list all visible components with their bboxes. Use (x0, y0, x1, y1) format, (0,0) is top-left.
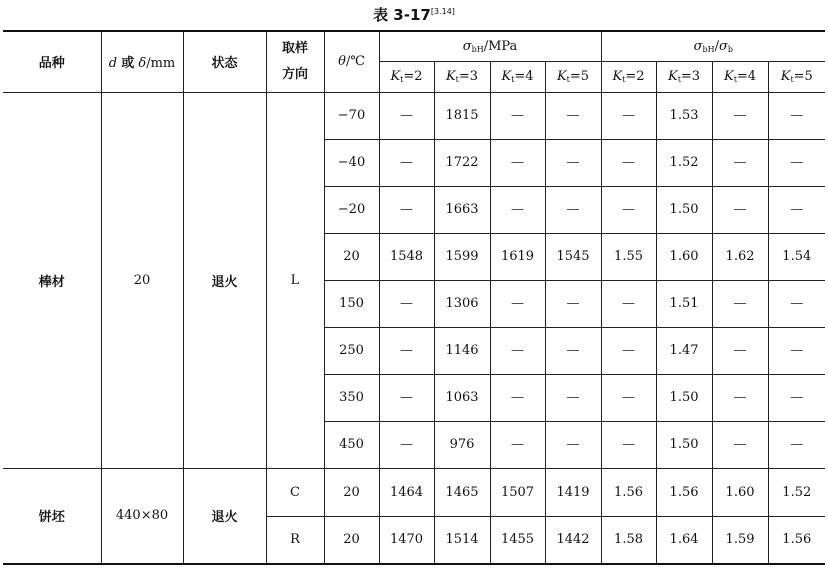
cell-value: — (490, 327, 545, 374)
cell-value: 1470 (379, 516, 434, 564)
cell-value: — (545, 421, 601, 468)
cell-value: — (545, 139, 601, 186)
cell-value: — (490, 92, 545, 139)
cell-value: — (601, 421, 656, 468)
cell-value: 1.50 (656, 421, 712, 468)
cell-value: 1.47 (656, 327, 712, 374)
cell-temperature: 20 (324, 468, 379, 516)
header-variety: 品种 (3, 31, 101, 92)
header-ratio: $\sigma_{bH}/\sigma_b$ (601, 31, 825, 61)
cell-value: — (768, 92, 825, 139)
cell-value: 1.56 (601, 468, 656, 516)
header-orientation (266, 31, 324, 92)
table-body (3, 92, 825, 564)
data-table (3, 30, 825, 565)
cell-value: 1.56 (656, 468, 712, 516)
cell-value: 1063 (434, 374, 490, 421)
cell-value: 1.52 (768, 468, 825, 516)
cell-value: 1.58 (601, 516, 656, 564)
cell-orientation: L (266, 92, 324, 468)
cell-value: — (379, 374, 434, 421)
cell-value: 1815 (434, 92, 490, 139)
cell-variety: 饼坯 (3, 468, 101, 564)
cell-value: 1599 (434, 233, 490, 280)
cell-value: 1465 (434, 468, 490, 516)
cell-temperature: −70 (324, 92, 379, 139)
header-orientation-line1: 取样 (281, 40, 308, 56)
cell-value: 1.62 (712, 233, 768, 280)
cell-variety: 棒材 (3, 92, 101, 468)
header-kt-3: $K_t=3$ (656, 61, 712, 92)
cell-value: 1.60 (712, 468, 768, 516)
cell-value: — (601, 280, 656, 327)
cell-state: 退火 (183, 468, 266, 564)
header-kt-5: $K_t=5$ (545, 61, 601, 92)
cell-value: — (545, 92, 601, 139)
cell-value: 1306 (434, 280, 490, 327)
cell-value: 1514 (434, 516, 490, 564)
header-kt-4: $K_t=4$ (712, 61, 768, 92)
table-row (3, 92, 825, 139)
cell-value: 976 (434, 421, 490, 468)
cell-value: — (712, 374, 768, 421)
header-kt-2: $K_t=2$ (379, 61, 434, 92)
header-orientation-line2: 方向 (281, 66, 308, 82)
caption-reference: [3.14] (430, 7, 455, 16)
cell-value: — (768, 327, 825, 374)
cell-dimension: 440×80 (101, 468, 183, 564)
cell-orientation: R (266, 516, 324, 564)
cell-value: — (712, 421, 768, 468)
cell-value: 1.50 (656, 374, 712, 421)
cell-value: — (712, 280, 768, 327)
cell-value: — (712, 186, 768, 233)
cell-temperature: 450 (324, 421, 379, 468)
cell-value: — (601, 374, 656, 421)
cell-value: — (379, 186, 434, 233)
cell-value: 1507 (490, 468, 545, 516)
cell-value: — (768, 421, 825, 468)
cell-value: 1548 (379, 233, 434, 280)
cell-value: — (768, 139, 825, 186)
cell-value: 1663 (434, 186, 490, 233)
header-kt-4: $K_t=4$ (490, 61, 545, 92)
cell-state: 退火 (183, 92, 266, 468)
cell-value: 1545 (545, 233, 601, 280)
cell-value: — (379, 280, 434, 327)
cell-value: 1.55 (601, 233, 656, 280)
cell-value: — (379, 327, 434, 374)
table-caption (0, 4, 828, 26)
cell-value: — (601, 327, 656, 374)
cell-temperature: 20 (324, 516, 379, 564)
cell-value: 1619 (490, 233, 545, 280)
cell-temperature: −20 (324, 186, 379, 233)
cell-orientation: C (266, 468, 324, 516)
cell-value: 1146 (434, 327, 490, 374)
cell-value: 1.64 (656, 516, 712, 564)
cell-value: — (601, 139, 656, 186)
cell-value: — (601, 186, 656, 233)
header-sigma-bh: $\sigma_{bH}$/MPa (379, 31, 601, 61)
cell-value: 1419 (545, 468, 601, 516)
cell-value: — (712, 327, 768, 374)
cell-value: 1.53 (656, 92, 712, 139)
cell-value: — (712, 92, 768, 139)
header-state: 状态 (183, 31, 266, 92)
cell-value: — (490, 421, 545, 468)
cell-temperature: 20 (324, 233, 379, 280)
cell-value: — (545, 327, 601, 374)
cell-value: 1.51 (656, 280, 712, 327)
cell-value: 1.59 (712, 516, 768, 564)
cell-value: — (490, 139, 545, 186)
cell-temperature: 150 (324, 280, 379, 327)
cell-value: 1.56 (768, 516, 825, 564)
cell-temperature: 250 (324, 327, 379, 374)
header-temperature: θ/℃ (324, 31, 379, 92)
cell-value: — (490, 186, 545, 233)
cell-value: — (712, 139, 768, 186)
cell-temperature: −40 (324, 139, 379, 186)
cell-value: 1455 (490, 516, 545, 564)
cell-value: 1.60 (656, 233, 712, 280)
cell-value: — (545, 186, 601, 233)
cell-dimension: 20 (101, 92, 183, 468)
cell-value: — (768, 186, 825, 233)
cell-value: 1464 (379, 468, 434, 516)
table-row (3, 468, 825, 516)
cell-temperature: 350 (324, 374, 379, 421)
cell-value: — (490, 280, 545, 327)
cell-value: — (545, 374, 601, 421)
header-dimension: d 或 δ/mm (101, 31, 183, 92)
cell-value: — (601, 92, 656, 139)
cell-value: — (379, 421, 434, 468)
cell-value: — (490, 374, 545, 421)
cell-value: 1.50 (656, 186, 712, 233)
caption-title: 表 3-17 (373, 6, 431, 24)
cell-value: 1442 (545, 516, 601, 564)
cell-value: 1722 (434, 139, 490, 186)
cell-value: 1.54 (768, 233, 825, 280)
cell-value: — (768, 280, 825, 327)
header-kt-2: $K_t=2$ (601, 61, 656, 92)
header-row-1 (3, 31, 825, 61)
header-kt-3: $K_t=3$ (434, 61, 490, 92)
cell-value: 1.52 (656, 139, 712, 186)
cell-value: — (545, 280, 601, 327)
cell-value: — (379, 92, 434, 139)
cell-value: — (768, 374, 825, 421)
header-kt-5: $K_t=5$ (768, 61, 825, 92)
cell-value: — (379, 139, 434, 186)
